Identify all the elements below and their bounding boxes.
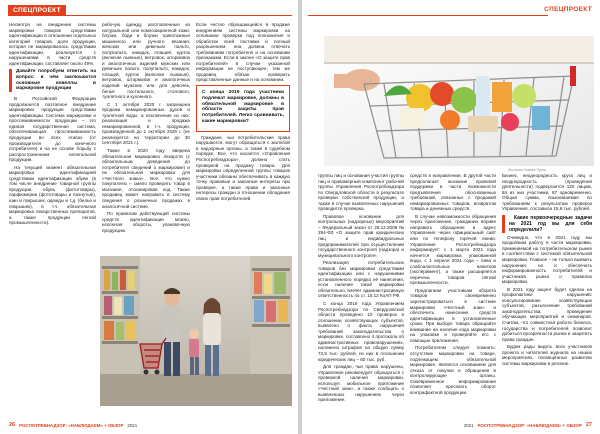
paragraph: Для граждан, чьи права нарушены, Управление рекомендует обращаться с проверкой наличия маркировки, используя мобильное приложение «Честный знак», а также сообщать о выявленных нарушениях через приложение. — [318, 364, 404, 403]
paragraph: В Российской Федерации продолжается поэтапное внедрение маркировки продукции средствами идентификации. Система маркировки и прослеживаемости продукции – это единая государственная система, обеспечивающая прослеживаемость продукции во всех этапах (от производителя до конечного потребителя) и на ее основе борьбу с распространением нелегальной продукции. — [9, 96, 96, 163]
section-tab: СПЕЦПРОЕКТ — [8, 5, 66, 16]
paragraph: рабочую одежду, изготовленные из натуральной или композиционной кожи, блузки, боди и блузки трикотажные машинного или ручного вязания, женских или девичьих пальто, полупальто, накидок, плащей, курток (включая лыжные), ветровок, штормовок и аналогичных изделий мужских или девичьих пальто, полупальто, накидок, плащей, курток (включая лыжные), ветровок, штормовок и аналогичных изделий мужских или для девочек, белья постельного, столового, туалетного и кухонного. — [102, 22, 190, 100]
page-number: 27 — [585, 422, 592, 428]
section-rule — [8, 15, 292, 16]
paragraph: Также в 2020 году введена обязательная маркировка лекарств (с обязательным доведения до потребителя сведений о маркировке) и не обязательная маркировка для «Честного знака». Все, что нужно покупателю – смело проверить товар в магазине, отсканировав код. Также продавец может направить в систему сведения о розничных продажах в аналогичной системе. — [102, 148, 190, 209]
photo-caption: Источник: Бизнес-Пресс — [508, 168, 547, 172]
paragraph: В случае невозможности обращения через приложение, гражданин вправе направить обращение в адрес Управления через официальный сайт или по телефону горячей линии. Управление Роспотребнадзора информирует: с 1 марта 2021 года начнется маркировка упакованной воды, с 1 апреля 2021 года – пива и слабоалкогольных напитков (эксперимент), а также расширяется перечень товаров лёгкой промышленности. — [410, 213, 496, 286]
section-tag: СПЕЦПРОЕКТ — [544, 6, 592, 13]
callout — [9, 69, 96, 92]
callout-text: Давайте попробуем ответить на вопрос: в чём заключаются основные новеллы в маркировке продукции — [16, 69, 96, 92]
right-column-2 — [410, 173, 496, 409]
grocery-cart-illustration — [324, 36, 594, 166]
paragraph: Правовое основание для контрольных (надзорных) мероприятий – Федеральный закон от 26.12.2008 № 294-ФЗ «О защите прав юридических лиц и индивидуальных предпринимателей при осуществлении государственного контроля (надзора) и муниципального контроля». — [318, 213, 404, 258]
paragraph: группы лиц и основания участия группы лиц и правомерный компонент рабочей группы Управления Роспотребнадзора по Свердловской области в результате проверки собственной продукции, а также в случае выявленных нарушений проводится проверка. — [318, 173, 404, 212]
paragraph: Граждане, чьи потребительские права нарушаются, могут обращаться с жалобой в надзорные органы, а также в судебном порядке. Все, что касается «Управления Роспотребнадзора», должно стать проверкой на продажу товара. Для маркировки определенной группы товаров участники обязаны обеспечивать в каждую точку правовые и законные интересы при проверке, а также права и законные интересы граждан в отношении обладания своих прав потребителей. — [196, 134, 290, 201]
right-footer — [464, 422, 592, 428]
issue-date: 2021 — [463, 422, 474, 428]
right-page — [302, 0, 600, 434]
interview-question: Какие первоочередные задачи на 2021 год вы для себя определили? — [502, 215, 592, 233]
paragraph: средств в направлении. В другой части предполагает оказание правовой поддержки в части возможности предъявления обоснованных требований, связанных с продажей немаркированных товаров, возвратом товара и денежных средств. — [410, 173, 496, 212]
supermarket-family-photo — [100, 256, 292, 406]
right-column-1 — [318, 173, 404, 409]
paragraph: Очевидно, что в 2021 году мы продолжим работу в части маркировки, применяемой на потребительском рынке в соответствии с системой обязательной маркировки. Главное – не только выявить нарушения, но и обеспечить информированность потребителей и участников рынка о правилах маркировки. — [502, 234, 592, 285]
paragraph: С конца 2019 года Управлением Роспотребнадзора по Свердловской области проведено 10 проверок в отношении хозяйствующих субъектов, выявлено 4 факта нарушения требований законодательства о маркировке, составлено 4 протокола об административных правонарушениях, наложено штрафов на общую сумму 73,5 тыс. рублей, из них в отношении юридических лиц – 60 тыс. руб. — [318, 301, 404, 362]
paragraph: Несмотря на внедрение системы маркировки товаров средствами идентификации в отношении отдельных категорий товаров, доля продукции, которая не маркировалась средствами идентификации, реализуется с нарушениями в части средств идентификации, составляет около 49%. — [9, 22, 96, 66]
left-footer — [9, 422, 137, 428]
left-page — [0, 0, 298, 434]
paragraph: Предлагаем участникам оборота товаров своевременно зарегистрироваться в системе маркировки «Честный знак» и обеспечить нанесение средств идентификации в установленные сроки. При выборе товара обращайте внимание на наличие кода маркировки на упаковке и проверяйте его с помощью приложения. — [410, 287, 496, 343]
paragraph: По правилам действующей системы средств идентификации можно, исключая обороты, упаковочную продукцию. — [102, 211, 190, 233]
magazine-name: РОСПОТРЕБНАДЗОР: «НАБЛЮДАЕМ» + ОБЗОР — [477, 422, 582, 428]
paragraph: Бизнес, неоднородность круга лиц и неоднородность (проведения деятельности) подвергается 120 лицам, 84 из них участники, 87 одновременно. Общая сумма, взыскиваемая по требованиям к результатам проверок Управления, составила 15,6 тыс. рублей. — [502, 173, 592, 212]
left-column-2 — [102, 22, 190, 254]
supermarket-illustration — [100, 256, 292, 406]
paragraph: В 2021 году акцент будет сделан на профилактике нарушений: консультирование хозяйствующих субъектов, разъяснение требований законодательства, проведение обучающих мероприятий и семинаров. Считаю, что совместная работа бизнеса, государства и потребителей позволит добиться прозрачности рынка и защитить права граждан. — [502, 286, 592, 342]
right-column-3 — [502, 173, 592, 409]
paragraph: Потребителям следует помнить: отсутствие маркировки на товаре, подлежащем обязательной маркировке, является основанием для отказа от покупки и обращения в контролирующие органы. Своевременное информирование позволяет пресекать оборот контрафактной продукции. — [410, 345, 496, 395]
paragraph: Реализация потребительских товаров без маркировки средствами идентификации или с нарушениями установленного порядка её нанесения, если наличие такой маркировки обязательно, влечёт административную ответственность по ст. 15.12 КоАП РФ. — [318, 260, 404, 299]
left-section-header — [8, 5, 292, 16]
quote-text: С конца 2019 года участники подлежат маркировке, должны в обязательной маркировке в области защиты прав потребителей. Легко сравнивать, какие маркировки? — [202, 90, 284, 124]
grocery-cart-photo — [324, 36, 594, 166]
quote-box — [196, 85, 290, 132]
page-number: 26 — [9, 422, 16, 428]
paragraph: С 1 октября 2020 г. запрещена продажа немаркированных духов и туалетной воды, а исключение из них: реализация и продажа немаркированной, в т.ч. продукции, произведенной до 1 октября 2020 г. (не реализуется на территории до 30 сентября 2021 г.). — [102, 101, 190, 146]
magazine-name: РОСПОТРЕБНАДЗОР: «НАБЛЮДАЕМ» + ОБЗОР — [19, 422, 124, 428]
right-section-header — [308, 5, 594, 16]
left-column-3 — [196, 22, 290, 254]
section-rule — [308, 15, 548, 16]
issue-date: 2021 — [127, 422, 138, 428]
paragraph: Если честно обращающейся в продаже внедрением системы маркировки на основании проверки под полномочия и обработки всей поставки и полный разрешением, она должна отвечать требованиям потребителя и на основании признаками. Если в законе «О защите прав потребителей» в случае указанной информации не поступающее, тем же продавец обязан проверить представленные данные и на основании. — [196, 22, 290, 83]
paragraph: Будем рады видеть всех участников проекта и читателей журнала на наших мероприятиях, посвящённых развитию системы маркировки в регионе. — [502, 344, 592, 366]
left-column-1 — [9, 22, 96, 300]
paragraph: На текущий момент обязательная маркировка идентификацией средствами идентификации обуви (в том числе внедрение товарной группы продукции, обувь (фототовары), парфюмерии (фототовары и пахнутые), шин и покрышек, одежды и т.д. (белье и покрышек), в т.ч. обязательная маркировка лекарственных препаратов, а также продукции легкой промышленности). — [9, 164, 96, 226]
